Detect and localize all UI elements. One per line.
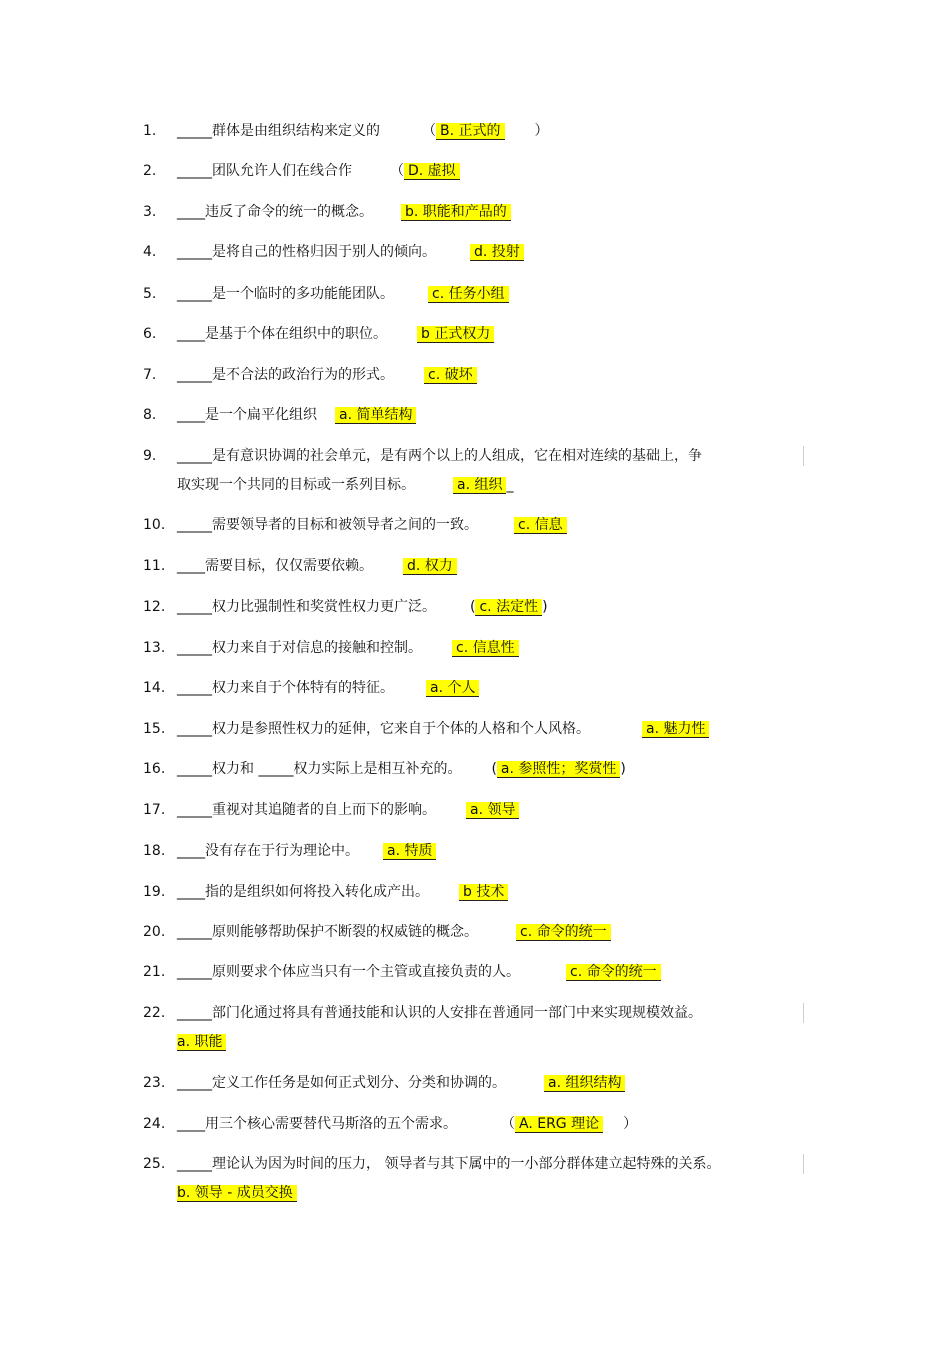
question-text: _____需要领导者的目标和被领导者之间的一致。 bbox=[177, 517, 478, 533]
close-paren: ） bbox=[534, 123, 549, 139]
question-line bbox=[177, 597, 548, 617]
question-line bbox=[177, 638, 519, 658]
question-text: ____违反了命令的统一的概念。 bbox=[177, 204, 373, 220]
question-number: 6. bbox=[143, 326, 157, 342]
question-line bbox=[177, 962, 661, 982]
question-text: _____部门化通过将具有普通技能和认识的人安排在普通同一部门中来实现规模效益。 bbox=[177, 1005, 702, 1021]
answer-highlight: c. 信息 bbox=[514, 517, 567, 534]
question-number: 14. bbox=[143, 680, 166, 696]
answer-highlight: a. 简单结构 bbox=[335, 407, 416, 424]
answer-highlight: a. 魅力性 bbox=[642, 721, 709, 738]
question-text: _____是将自己的性格归因于别人的倾向。 bbox=[177, 244, 436, 260]
question-line bbox=[177, 405, 416, 425]
open-paren: （ bbox=[422, 123, 436, 139]
answer-highlight: D. 虚拟 bbox=[404, 163, 460, 180]
question-number: 21. bbox=[143, 964, 166, 980]
answer-highlight: c. 任务小组 bbox=[428, 286, 509, 303]
question-text: ____需要目标，仅仅需要依赖。 bbox=[177, 558, 373, 574]
answer-highlight: a. 职能 bbox=[177, 1034, 226, 1051]
answer-highlight: A. ERG 理论 bbox=[515, 1116, 603, 1133]
question-text: _____理论认为因为时间的压力， 领导者与其下属中的一小部分群体建立起特殊的关系。 bbox=[177, 1156, 721, 1172]
question-line bbox=[177, 759, 626, 779]
question-text: _____权力和 _____权力实际上是相互补充的。 bbox=[177, 761, 462, 777]
question-text: ____是基于个体在组织中的职位。 bbox=[177, 326, 387, 342]
question-text: _____团队允许人们在线合作 bbox=[177, 163, 352, 179]
answer-highlight: a. 个人 bbox=[426, 680, 479, 697]
question-number: 10. bbox=[143, 517, 166, 533]
answer-highlight: B. 正式的 bbox=[436, 123, 505, 140]
question-line bbox=[177, 324, 494, 344]
open-paren: ( bbox=[491, 761, 497, 777]
answer-highlight: c. 破坏 bbox=[424, 367, 477, 384]
answer-highlight: d. 权力 bbox=[403, 558, 457, 575]
question-number: 23. bbox=[143, 1075, 166, 1091]
question-number: 20. bbox=[143, 924, 166, 940]
answer-highlight: c. 信息性 bbox=[452, 640, 519, 657]
answer-highlight: a. 组织 bbox=[453, 477, 506, 494]
question-text: _____是不合法的政治行为的形式。 bbox=[177, 367, 394, 383]
question-number: 18. bbox=[143, 843, 166, 859]
question-line bbox=[177, 800, 519, 820]
question-number: 11. bbox=[143, 558, 166, 574]
question-text: ____没有存在于行为理论中。 bbox=[177, 843, 359, 859]
answer-highlight: a. 特质 bbox=[383, 843, 436, 860]
text-box-edge bbox=[803, 1154, 804, 1174]
answer-highlight: b 技术 bbox=[459, 884, 508, 901]
close-paren: ) bbox=[620, 761, 626, 777]
close-paren: ） bbox=[623, 1116, 638, 1132]
open-paren: ( bbox=[470, 599, 476, 615]
question-number: 7. bbox=[143, 367, 157, 383]
question-number: 25. bbox=[143, 1156, 166, 1172]
question-text: ____用三个核心需要替代马斯洛的五个需求。 bbox=[177, 1116, 457, 1132]
question-text-continued: 取实现一个共同的目标或一系列目标。 bbox=[177, 477, 415, 493]
question-line-2 bbox=[177, 1032, 226, 1052]
question-text: _____权力来自于对信息的接触和控制。 bbox=[177, 640, 422, 656]
question-number: 1. bbox=[143, 123, 157, 139]
question-number: 15. bbox=[143, 721, 166, 737]
question-line bbox=[177, 284, 509, 304]
question-number: 16. bbox=[143, 761, 166, 777]
question-line bbox=[177, 515, 567, 535]
question-text: _____是有意识协调的社会单元，是有两个以上的人组成，它在相对连续的基础上，争 bbox=[177, 448, 702, 464]
answer-highlight: a. 组织结构 bbox=[544, 1075, 625, 1092]
question-number: 17. bbox=[143, 802, 166, 818]
open-paren: （ bbox=[501, 1116, 515, 1132]
answer-highlight: b. 领导 - 成员交换 bbox=[177, 1185, 297, 1202]
answer-highlight: a. 参照性；奖赏性 bbox=[497, 761, 620, 778]
question-line bbox=[177, 161, 460, 181]
question-text: ____指的是组织如何将投入转化成产出。 bbox=[177, 884, 429, 900]
answer-highlight: d. 投射 bbox=[470, 244, 524, 261]
answer-highlight: a. 领导 bbox=[466, 802, 519, 819]
question-line bbox=[177, 556, 457, 576]
answer-highlight: b. 职能和产品的 bbox=[401, 204, 511, 221]
question-line-2 bbox=[177, 475, 513, 495]
question-line bbox=[177, 242, 524, 262]
question-number: 4. bbox=[143, 244, 157, 260]
question-line bbox=[177, 882, 508, 902]
question-line bbox=[177, 1114, 637, 1134]
question-number: 9. bbox=[143, 448, 157, 464]
question-text: _____群体是由组织结构来定义的 bbox=[177, 123, 380, 139]
question-number: 22. bbox=[143, 1005, 166, 1021]
question-line bbox=[177, 678, 479, 698]
question-number: 2. bbox=[143, 163, 157, 179]
question-text: _____定义工作任务是如何正式划分、分类和协调的。 bbox=[177, 1075, 506, 1091]
question-line bbox=[177, 922, 611, 942]
text-box-edge bbox=[803, 446, 804, 466]
text-box-edge bbox=[803, 1003, 804, 1023]
answer-highlight: c. 命令的统一 bbox=[566, 964, 661, 981]
question-text: _____原则要求个体应当只有一个主管或直接负责的人。 bbox=[177, 964, 520, 980]
question-line bbox=[177, 719, 709, 739]
question-text: _____权力比强制性和奖赏性权力更广泛。 bbox=[177, 599, 436, 615]
question-text: _____原则能够帮助保护不断裂的权威链的概念。 bbox=[177, 924, 478, 940]
question-text: _____权力来自于个体特有的特征。 bbox=[177, 680, 394, 696]
question-text: _____是一个临时的多功能能团队。 bbox=[177, 286, 394, 302]
question-number: 13. bbox=[143, 640, 166, 656]
question-number: 12. bbox=[143, 599, 166, 615]
question-text: _____权力是参照性权力的延伸，它来自于个体的人格和个人风格。 bbox=[177, 721, 590, 737]
question-line bbox=[177, 1073, 625, 1093]
open-paren: （ bbox=[390, 163, 404, 179]
answer-highlight: b 正式权力 bbox=[417, 326, 494, 343]
answer-highlight: c. 命令的统一 bbox=[516, 924, 611, 941]
question-number: 5. bbox=[143, 286, 157, 302]
question-line bbox=[177, 365, 477, 385]
question-text: _____重视对其追随者的自上而下的影响。 bbox=[177, 802, 436, 818]
question-line bbox=[177, 121, 549, 141]
answer-highlight: c. 法定性 bbox=[475, 599, 542, 616]
question-number: 3. bbox=[143, 204, 157, 220]
question-line bbox=[177, 202, 511, 222]
close-paren: ) bbox=[542, 599, 548, 615]
question-line bbox=[177, 841, 436, 861]
question-line-2 bbox=[177, 1183, 297, 1203]
question-number: 24. bbox=[143, 1116, 166, 1132]
question-number: 19. bbox=[143, 884, 166, 900]
question-text: ____是一个扁平化组织 bbox=[177, 407, 317, 423]
trailing-blank: _ bbox=[506, 477, 514, 493]
question-number: 8. bbox=[143, 407, 157, 423]
